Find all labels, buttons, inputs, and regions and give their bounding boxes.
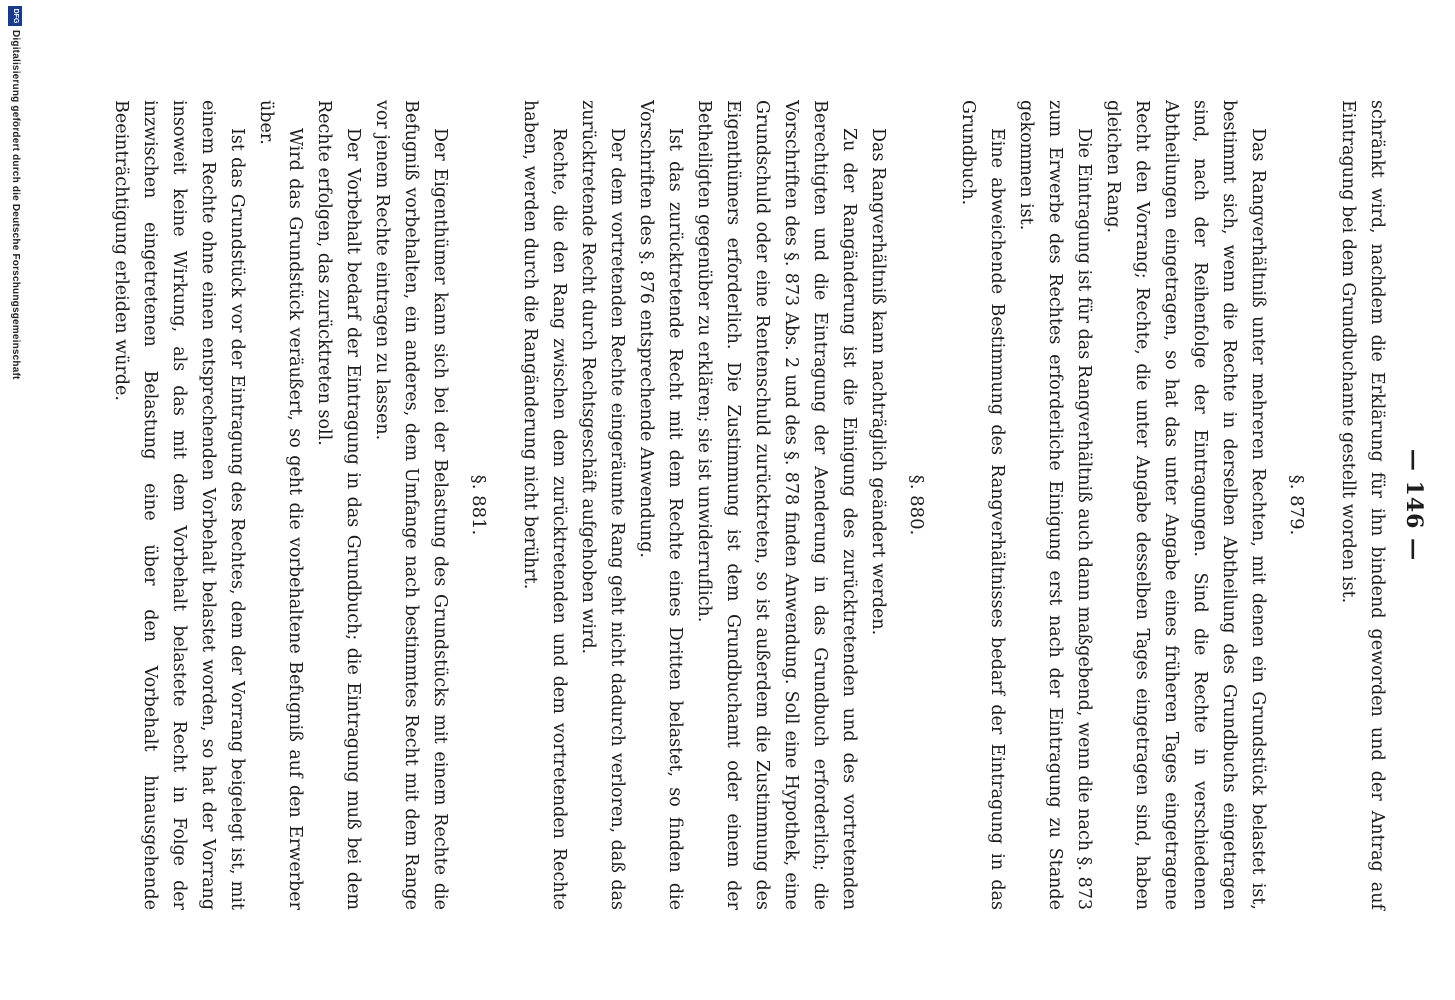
section-paragraph: Der dem vortretenden Rechte eingeräumte Rang geht nicht dadurch verloren, daß das zurücktretende Recht durch Rechtsgeschäft aufgehoben wird. bbox=[578, 100, 627, 910]
section-paragraph: Zu der Rangänderung ist die Einigung des zurücktretenden und des vortretenden Berechtigten und die Eintragung der Aenderung in das Grundbuch erforderlich; die Vorschriften des §. 873 Abs. 2 und des §. 878 finden Anwendung. Soll eine Hypothek, eine Grundschuld oder eine Rentenschuld zurücktreten, so ist außerdem die Zustimmung des Eigenthümers erforderlich. Die Zustimmung ist dem Grundbuchamt oder einem der Betheiligten gegenüber zu erklären; sie ist unwiderruflich. bbox=[694, 100, 859, 910]
section-paragraph: Ist das zurücktretende Recht mit dem Rechte eines Dritten belastet, so finden die Vorschriften des §. 876 entsprechende Anwendung. bbox=[636, 100, 685, 910]
dfg-logo-icon: DFG bbox=[8, 6, 22, 26]
section-881 bbox=[106, 100, 493, 910]
section-880 bbox=[515, 100, 931, 910]
page-number: — 146 — bbox=[1401, 448, 1427, 562]
section-paragraph: Rechte, die den Rang zwischen dem zurücktretenden und dem vortretenden Rechte haben, werden durch die Rangänderung nicht berührt. bbox=[520, 100, 569, 910]
section-paragraph: Der Vorbehalt bedarf der Eintragung in das Grundbuch; die Eintragung muß bei dem Rechte erfolgen, das zurücktreten soll. bbox=[314, 100, 363, 910]
section-paragraph: Eine abweichende Bestimmung des Rangverhältnisses bedarf der Eintragung in das Grundbuch. bbox=[958, 100, 1007, 910]
section-paragraph: Das Rangverhältniß unter mehreren Rechten, mit denen ein Grundstück belastet ist, bestimmt sich, wenn die Rechte in derselben Abtheilung des Grundbuchs eingetragen sind, nach der Reihenfolge der Eintragungen. Sind die Rechte in verschiedenen Abtheilungen eingetragen, so hat das unter Angabe eines früheren Tages eingetragene Recht den Vorrang; Rechte, die unter Angabe desselben Tages eingetragen sind, haben gleichen Rang. bbox=[1103, 100, 1268, 910]
section-879 bbox=[953, 100, 1311, 910]
section-paragraph: Wird das Grundstück veräußert, so geht die vorbehaltene Befugniß auf den Erwerber über. bbox=[256, 100, 305, 910]
section-paragraph: Die Eintragung ist für das Rangverhältniß auch dann maßgebend, wenn die nach §. 873 zum Erwerbe des Rechtes erforderliche Einigung erst nach der Eintragung zu Stande gekommen ist. bbox=[1016, 100, 1094, 910]
section-paragraph: Das Rangverhältniß kann nachträglich geändert werden. bbox=[868, 128, 888, 636]
section-heading: §. 881. bbox=[468, 474, 489, 536]
funding-text: Digitalisierung gefördert durch die Deutsche Forschungsgemeinschaft bbox=[10, 30, 21, 380]
section-paragraph: Ist das Grundstück vor der Eintragung des Rechtes, dem der Vorrang beigelegt ist, mit einem Rechte ohne einen entsprechenden Vorbehalt belastet worden, so hat der Vorrang insoweit keine Wirkung, als das mit dem Vorbehalt belastete Recht in Folge der inzwischen eingetretenen Belastung eine über den Vorbehalt hinausgehende Beeinträchtigung erleiden würde. bbox=[111, 100, 247, 910]
continuation-paragraph: schränkt wird, nachdem die Erklärung für ihn bindend geworden und der Antrag auf Eintragung bei dem Grundbuchamte gestellt worden ist. bbox=[1338, 100, 1387, 910]
funding-note bbox=[0, 0, 27, 1000]
section-paragraph: Der Eigenthümer kann sich bei der Belastung des Grundstücks mit einem Rechte die Befugniß vorbehalten, ein anderes, dem Umfange nach bestimmtes Recht mit dem Range vor jenem Rechte eintragen zu lassen. bbox=[372, 100, 450, 910]
document-body bbox=[106, 100, 1427, 910]
section-heading: §. 880. bbox=[906, 474, 927, 536]
section-heading: §. 879. bbox=[1286, 474, 1307, 536]
